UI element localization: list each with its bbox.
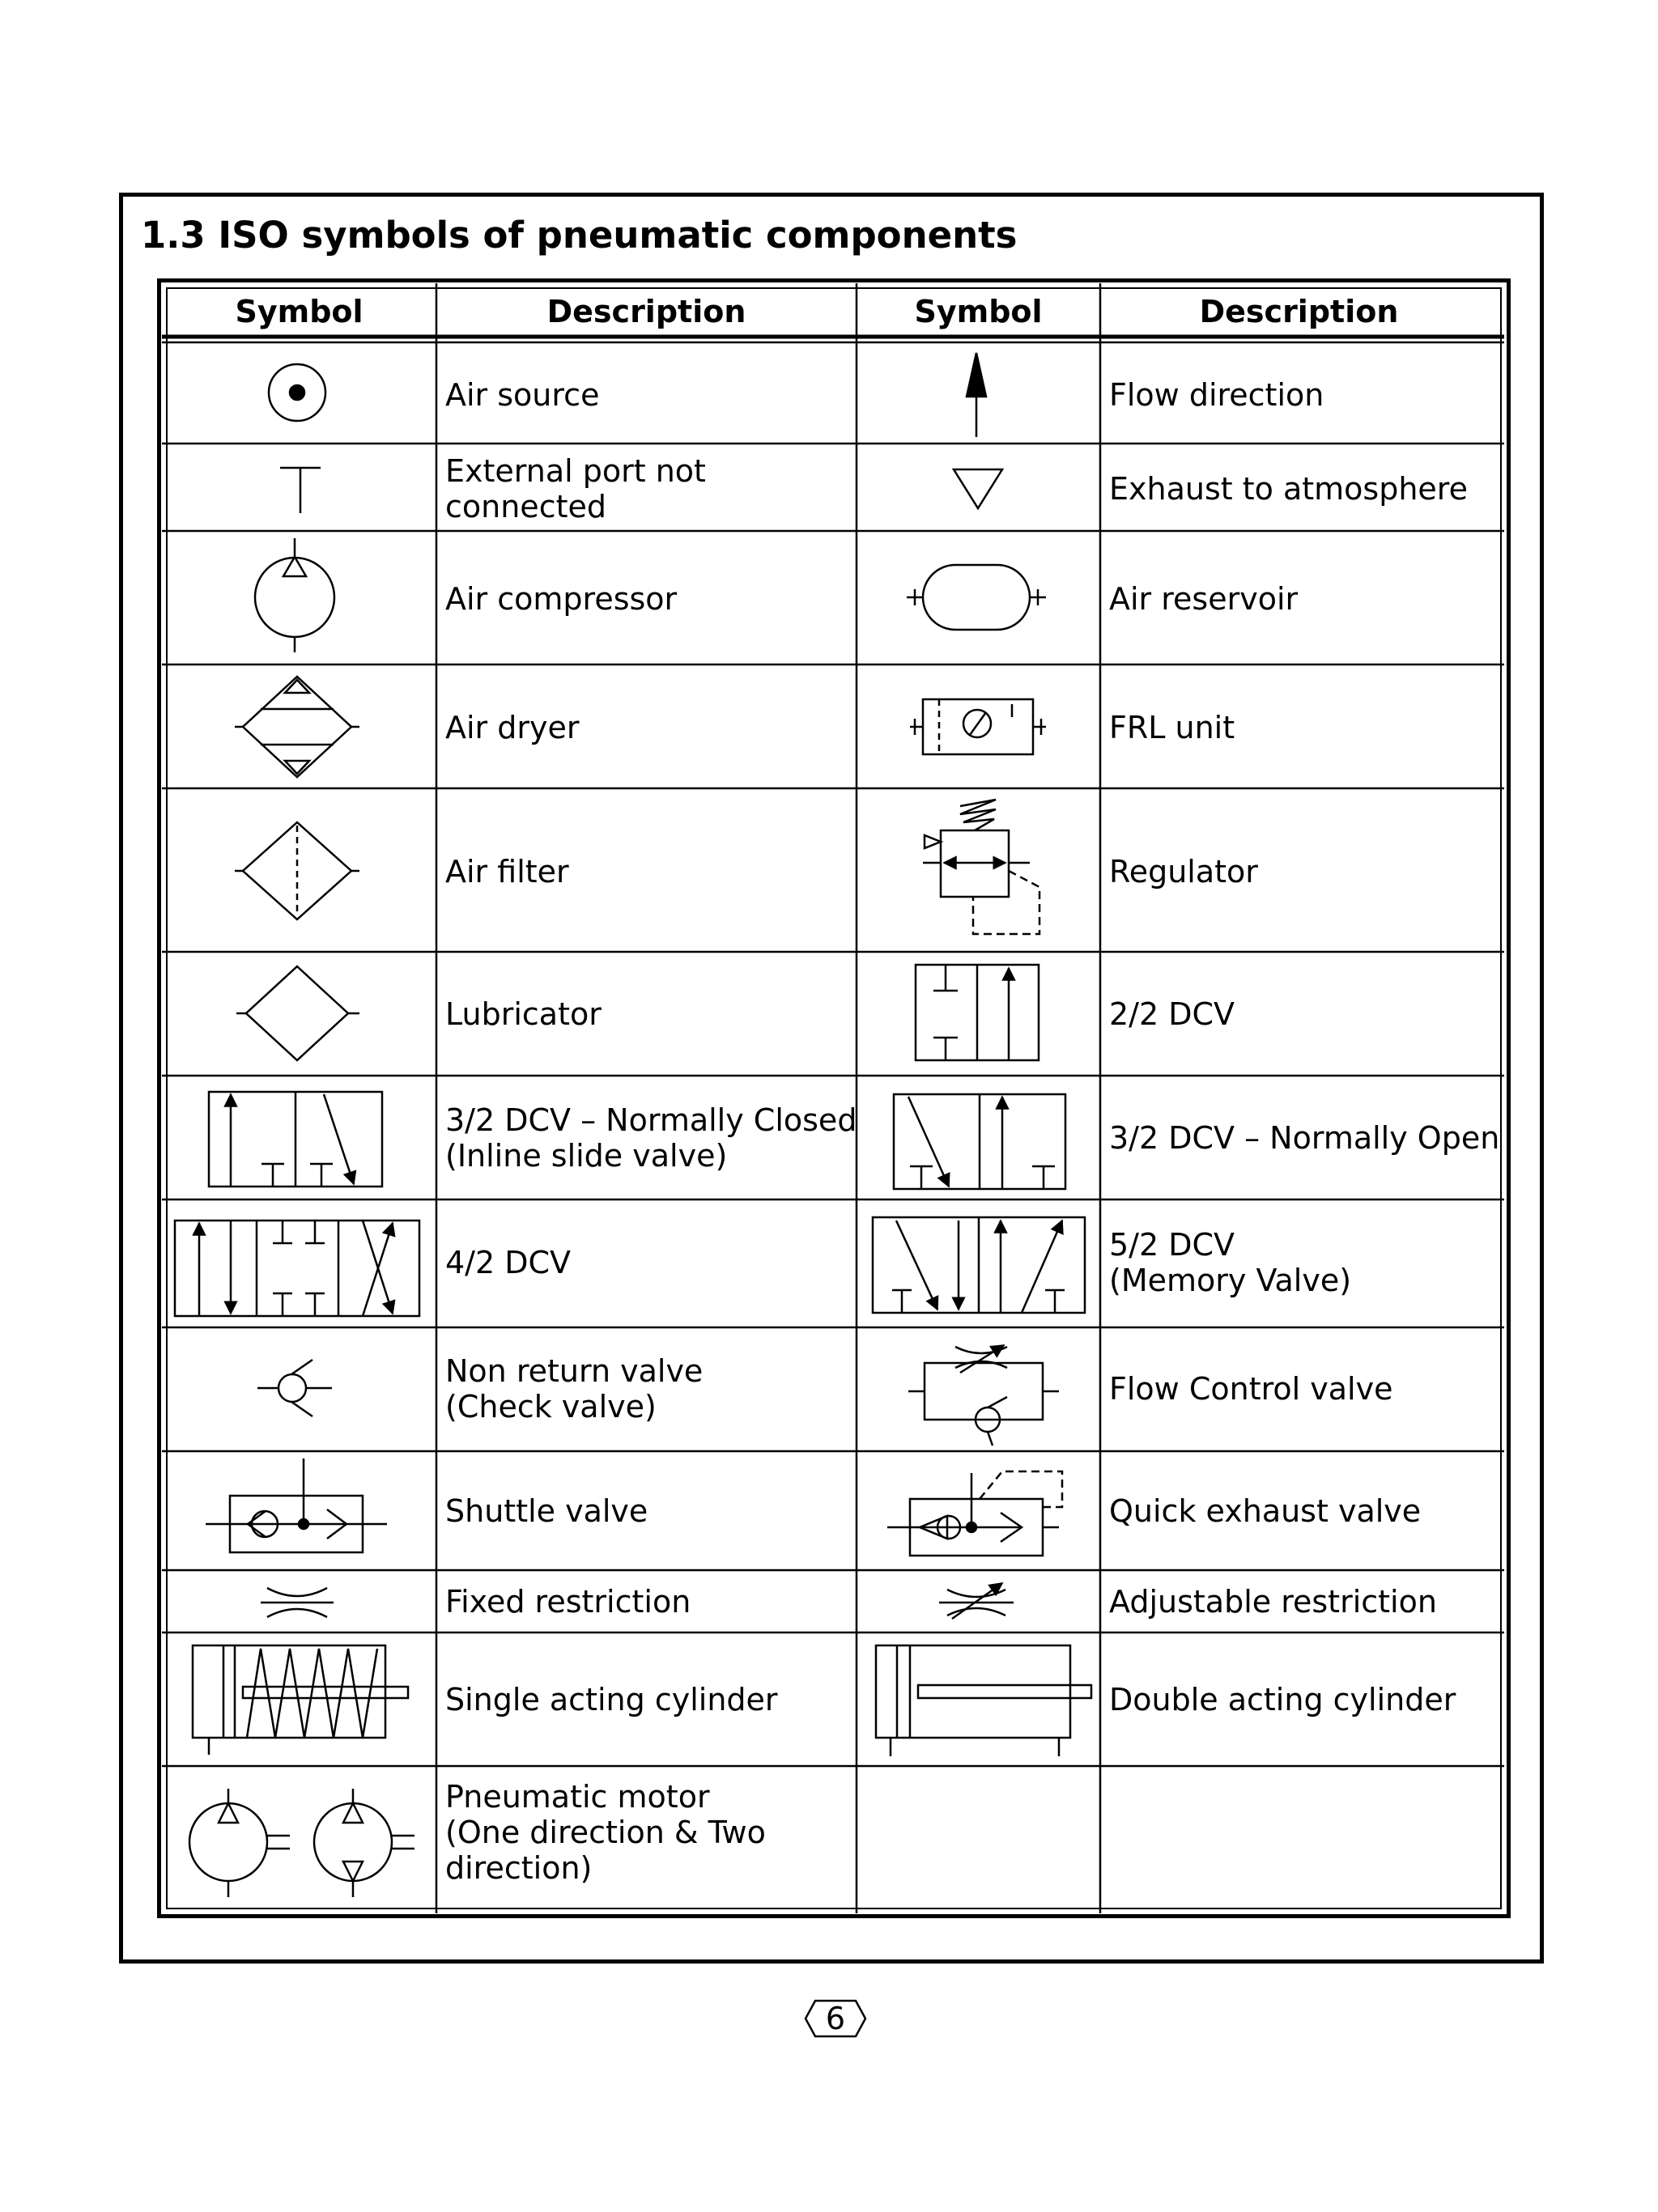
dcv-4-2-icon	[175, 1221, 419, 1316]
table-grid	[162, 283, 1504, 1913]
row-12-left-description: Single acting cylinder	[445, 1682, 778, 1717]
row-2-left-description: External port not connected	[445, 453, 706, 524]
row-10-left-description: Shuttle valve	[445, 1493, 648, 1529]
row-5-right-description: Regulator	[1109, 854, 1258, 889]
header-description-right: Description	[1199, 294, 1399, 329]
header-description-left: Description	[546, 294, 746, 329]
row-6-left-description: Lubricator	[445, 996, 602, 1032]
flow-control-valve-icon	[908, 1345, 1059, 1446]
double-acting-cylinder-icon	[876, 1645, 1091, 1756]
shuttle-valve-icon	[206, 1458, 387, 1552]
row-11-right-description: Adjustable restriction	[1109, 1584, 1437, 1620]
quick-exhaust-valve-icon	[887, 1471, 1062, 1556]
row-6-right-description: 2/2 DCV	[1109, 996, 1235, 1032]
row-5-left-description: Air filter	[445, 854, 569, 889]
air-filter-icon	[235, 822, 359, 919]
row-1-right-description: Flow direction	[1109, 377, 1324, 413]
lubricator-icon	[236, 966, 359, 1060]
row-9-right-description: Flow Control valve	[1109, 1371, 1393, 1407]
row-10-right-description: Quick exhaust valve	[1109, 1493, 1422, 1529]
row-8-right-description: 5/2 DCV (Memory Valve)	[1109, 1227, 1352, 1298]
regulator-icon	[923, 800, 1039, 934]
header-symbol-right: Symbol	[914, 294, 1043, 329]
frl-unit-icon	[910, 699, 1046, 754]
air-source-icon	[269, 364, 325, 421]
row-8-left-description: 4/2 DCV	[445, 1245, 572, 1280]
header-symbol-left: Symbol	[235, 294, 363, 329]
row-9-left-description: Non return valve (Check valve)	[445, 1353, 704, 1424]
single-acting-cylinder-icon	[193, 1645, 408, 1755]
dcv-3-2-nc-icon	[209, 1092, 382, 1187]
air-compressor-icon	[255, 538, 334, 652]
page-title: 1.3 ISO symbols of pneumatic components	[141, 214, 1018, 257]
row-1-left-description: Air source	[445, 377, 600, 413]
flow-direction-icon	[967, 353, 986, 437]
row-2-right-description: Exhaust to atmosphere	[1109, 471, 1468, 507]
row-4-right-description: FRL unit	[1109, 710, 1235, 745]
row-12-right-description: Double acting cylinder	[1109, 1682, 1456, 1717]
check-valve-icon	[257, 1360, 332, 1416]
row-4-left-description: Air dryer	[445, 710, 580, 745]
row-3-right-description: Air reservoir	[1109, 581, 1299, 617]
dcv-2-2-icon	[916, 965, 1039, 1060]
air-dryer-icon	[235, 677, 359, 777]
row-3-left-description: Air compressor	[445, 581, 678, 617]
dcv-3-2-no-icon	[894, 1094, 1065, 1189]
air-reservoir-icon	[907, 565, 1046, 630]
symbols-table-graphics	[160, 282, 1505, 1921]
row-11-left-description: Fixed restriction	[445, 1584, 691, 1620]
page-number: 6	[804, 1999, 867, 2038]
row-13-left-description: Pneumatic motor (One direction & Two direction)	[445, 1779, 766, 1886]
dcv-5-2-icon	[873, 1217, 1085, 1313]
pneumatic-motor-icon	[189, 1789, 414, 1897]
exhaust-icon	[954, 469, 1002, 508]
external-port-icon	[280, 468, 321, 513]
row-7-right-description: 3/2 DCV – Normally Open	[1109, 1120, 1500, 1156]
row-7-left-description: 3/2 DCV – Normally Closed (Inline slide valve)	[445, 1102, 857, 1174]
adjustable-restriction-icon	[939, 1583, 1014, 1619]
fixed-restriction-icon	[261, 1588, 334, 1617]
